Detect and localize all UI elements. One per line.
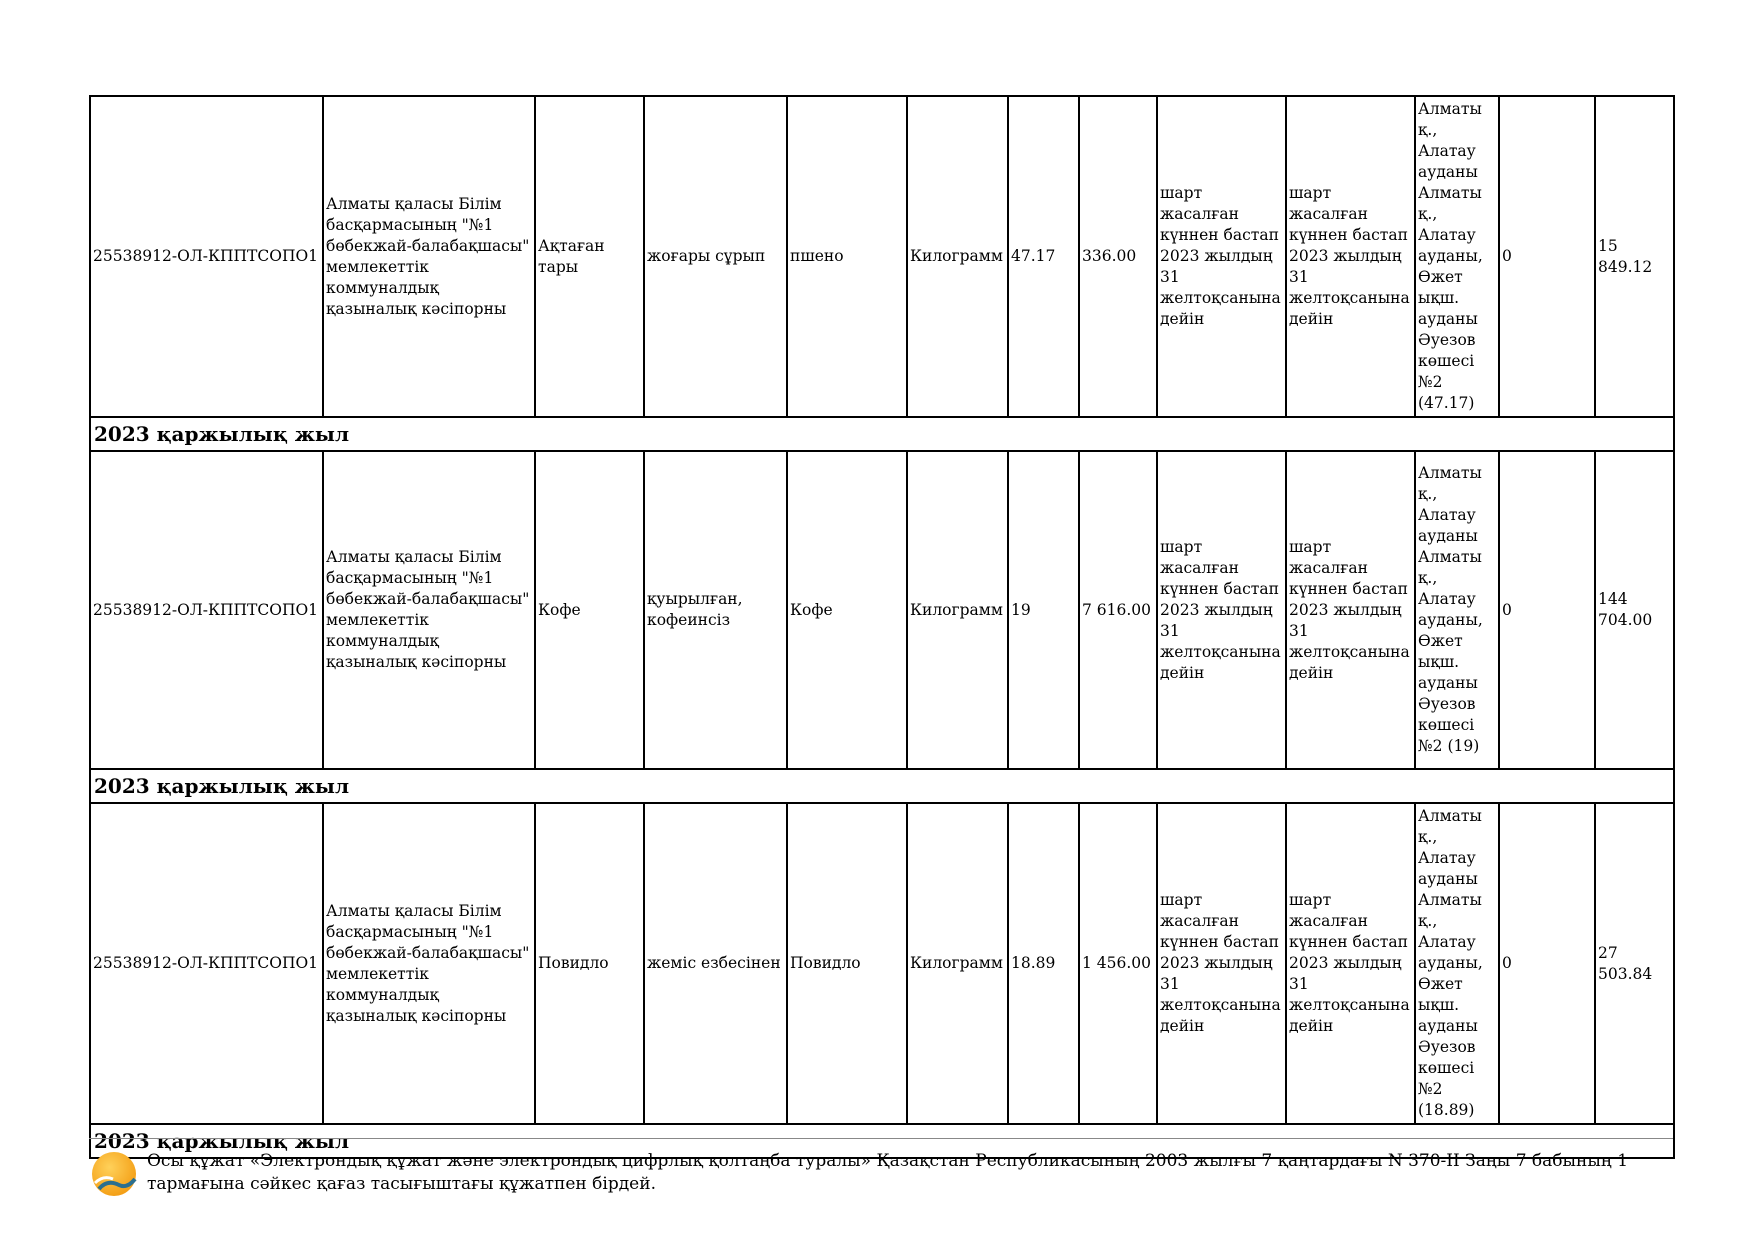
cell-total: 144 704.00 <box>1595 451 1674 769</box>
cell-customer: Алматы қаласы Білім басқармасының "№1 бөбекжай-балабақшасы" мемлекеттік коммуналдық қазыналық кәсіпорны <box>323 451 535 769</box>
footer-text: Осы құжат «Электрондық құжат және электрондық цифрлық қолтаңба туралы» Қазақстан Республикасының 2003 жылғы 7 қаңтардағы N 370-II Заңы 7 бабының 1 тармағына сәйкес қағаз тасығыштағы құжатпен бірдей. <box>147 1151 1629 1194</box>
year-label: 2023 қаржылық жыл <box>90 769 1674 803</box>
cell-end: шарт жасалған күннен бастап 2023 жылдың 31 желтоқсанына дейін <box>1286 451 1415 769</box>
cell-address: Алматы қ., Алатау ауданы Алматы қ., Алатау ауданы, Өжет ықш. ауданы Әуезов көшесі №2 (47.17) <box>1415 96 1499 417</box>
table-row <box>90 451 1674 769</box>
cell-characteristic: жеміс езбесінен <box>644 803 787 1124</box>
cell-extra: Повидло <box>787 803 907 1124</box>
cell-end: шарт жасалған күннен бастап 2023 жылдың 31 желтоқсанына дейін <box>1286 803 1415 1124</box>
cell-name: Повидло <box>535 803 644 1124</box>
cell-extra: пшено <box>787 96 907 417</box>
cell-characteristic: қуырылған, кофеинсіз <box>644 451 787 769</box>
cell-unit: Килограмм <box>907 451 1008 769</box>
legal-footer <box>89 1138 1673 1199</box>
year-label: 2023 қаржылық жыл <box>90 417 1674 451</box>
cell-quantity: 18.89 <box>1008 803 1079 1124</box>
table-row <box>90 803 1674 1124</box>
cell-advance: 0 <box>1499 96 1595 417</box>
year-label: 2023 қаржылық жыл <box>90 1124 1674 1158</box>
cell-quantity: 19 <box>1008 451 1079 769</box>
cell-unit: Килограмм <box>907 96 1008 417</box>
year-row <box>90 769 1674 803</box>
cell-address: Алматы қ., Алатау ауданы Алматы қ., Алатау ауданы, Өжет ықш. ауданы Әуезов көшесі №2 (18.89) <box>1415 803 1499 1124</box>
cell-id: 25538912-ОЛ-КППТСОПО1 <box>90 451 323 769</box>
cell-start: шарт жасалған күннен бастап 2023 жылдың 31 желтоқсанына дейін <box>1157 803 1286 1124</box>
year-row <box>90 417 1674 451</box>
cell-extra: Кофе <box>787 451 907 769</box>
cell-start: шарт жасалған күннен бастап 2023 жылдың 31 желтоқсанына дейін <box>1157 96 1286 417</box>
cell-characteristic: жоғары сұрып <box>644 96 787 417</box>
egov-sun-logo-icon <box>89 1149 139 1199</box>
cell-advance: 0 <box>1499 803 1595 1124</box>
cell-address: Алматы қ., Алатау ауданы Алматы қ., Алатау ауданы, Өжет ықш. ауданы Әуезов көшесі №2 (19) <box>1415 451 1499 769</box>
procurement-table <box>89 95 1675 1159</box>
cell-id: 25538912-ОЛ-КППТСОПО1 <box>90 96 323 417</box>
cell-quantity: 47.17 <box>1008 96 1079 417</box>
cell-price: 7 616.00 <box>1079 451 1157 769</box>
cell-total: 27 503.84 <box>1595 803 1674 1124</box>
cell-advance: 0 <box>1499 451 1595 769</box>
cell-start: шарт жасалған күннен бастап 2023 жылдың 31 желтоқсанына дейін <box>1157 451 1286 769</box>
cell-end: шарт жасалған күннен бастап 2023 жылдың 31 желтоқсанына дейін <box>1286 96 1415 417</box>
cell-total: 15 849.12 <box>1595 96 1674 417</box>
cell-price: 336.00 <box>1079 96 1157 417</box>
cell-name: Кофе <box>535 451 644 769</box>
table-row <box>90 96 1674 417</box>
cell-customer: Алматы қаласы Білім басқармасының "№1 бөбекжай-балабақшасы" мемлекеттік коммуналдық қазыналық кәсіпорны <box>323 96 535 417</box>
cell-name: Ақтаған тары <box>535 96 644 417</box>
cell-id: 25538912-ОЛ-КППТСОПО1 <box>90 803 323 1124</box>
cell-price: 1 456.00 <box>1079 803 1157 1124</box>
cell-unit: Килограмм <box>907 803 1008 1124</box>
cell-customer: Алматы қаласы Білім басқармасының "№1 бөбекжай-балабақшасы" мемлекеттік коммуналдық қазыналық кәсіпорны <box>323 803 535 1124</box>
